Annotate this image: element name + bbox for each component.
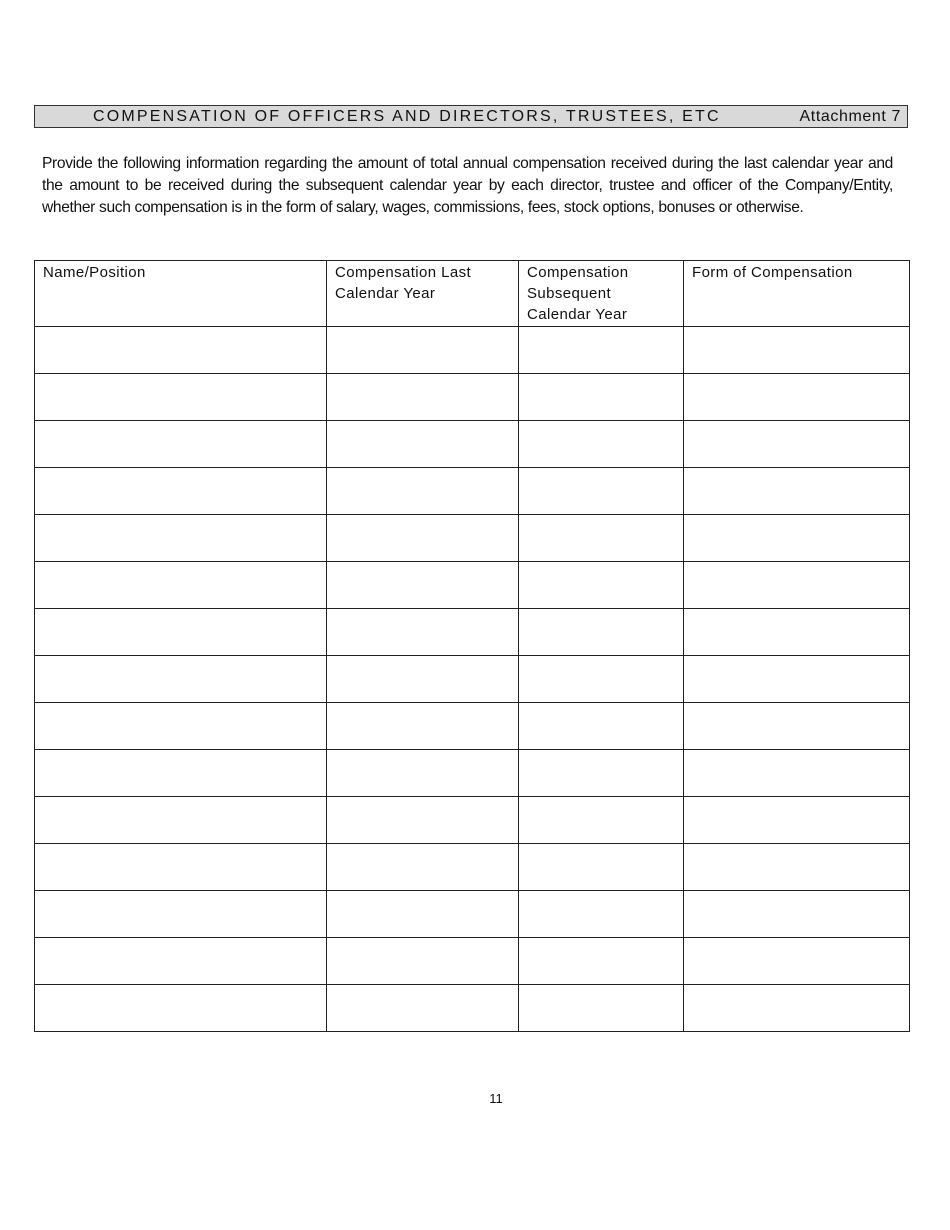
section-title-bar	[34, 105, 908, 128]
cell-name-position[interactable]	[35, 562, 327, 609]
table-row	[35, 797, 910, 844]
table-row	[35, 750, 910, 797]
cell-name-position[interactable]	[35, 891, 327, 938]
cell-compensation-last-year[interactable]	[327, 891, 519, 938]
cell-compensation-subsequent-year[interactable]	[519, 656, 684, 703]
table-row	[35, 515, 910, 562]
cell-compensation-last-year[interactable]	[327, 938, 519, 985]
table-row	[35, 985, 910, 1032]
cell-form-of-compensation[interactable]	[684, 750, 910, 797]
table-row	[35, 656, 910, 703]
cell-form-of-compensation[interactable]	[684, 891, 910, 938]
cell-compensation-subsequent-year[interactable]	[519, 515, 684, 562]
table-row	[35, 421, 910, 468]
cell-form-of-compensation[interactable]	[684, 515, 910, 562]
cell-form-of-compensation[interactable]	[684, 374, 910, 421]
column-header-name-position: Name/Position	[35, 261, 327, 327]
cell-form-of-compensation[interactable]	[684, 938, 910, 985]
cell-compensation-last-year[interactable]	[327, 562, 519, 609]
cell-compensation-last-year[interactable]	[327, 844, 519, 891]
table-row	[35, 938, 910, 985]
cell-name-position[interactable]	[35, 797, 327, 844]
compensation-table	[34, 260, 910, 1032]
cell-form-of-compensation[interactable]	[684, 656, 910, 703]
table-body	[35, 327, 910, 1032]
cell-name-position[interactable]	[35, 844, 327, 891]
cell-compensation-last-year[interactable]	[327, 327, 519, 374]
cell-name-position[interactable]	[35, 938, 327, 985]
cell-compensation-last-year[interactable]	[327, 656, 519, 703]
page-number: 11	[489, 1091, 503, 1106]
cell-name-position[interactable]	[35, 703, 327, 750]
cell-form-of-compensation[interactable]	[684, 421, 910, 468]
table-row	[35, 327, 910, 374]
column-header-compensation-last-year: Compensation Last Calendar Year	[327, 261, 519, 327]
cell-compensation-subsequent-year[interactable]	[519, 609, 684, 656]
cell-compensation-last-year[interactable]	[327, 703, 519, 750]
table-row	[35, 468, 910, 515]
cell-form-of-compensation[interactable]	[684, 703, 910, 750]
cell-compensation-last-year[interactable]	[327, 750, 519, 797]
cell-compensation-subsequent-year[interactable]	[519, 374, 684, 421]
cell-compensation-last-year[interactable]	[327, 985, 519, 1032]
cell-compensation-subsequent-year[interactable]	[519, 327, 684, 374]
cell-compensation-subsequent-year[interactable]	[519, 703, 684, 750]
section-title: COMPENSATION OF OFFICERS AND DIRECTORS, TRUSTEES, ETC	[93, 108, 721, 125]
cell-compensation-subsequent-year[interactable]	[519, 797, 684, 844]
cell-form-of-compensation[interactable]	[684, 609, 910, 656]
cell-compensation-subsequent-year[interactable]	[519, 562, 684, 609]
cell-compensation-subsequent-year[interactable]	[519, 468, 684, 515]
instructions-paragraph: Provide the following information regarding the amount of total annual compensation received during the last calendar year and the amount to be received during the subsequent calendar year by each director, trustee and officer of the Company/Entity, whether such compensation is in the form of salary, wages, commissions, fees, stock options, bonuses or otherwise.	[42, 155, 893, 216]
cell-name-position[interactable]	[35, 421, 327, 468]
cell-compensation-subsequent-year[interactable]	[519, 421, 684, 468]
attachment-label: Attachment 7	[799, 108, 901, 125]
column-header-form-of-compensation: Form of Compensation	[684, 261, 910, 327]
cell-name-position[interactable]	[35, 656, 327, 703]
cell-name-position[interactable]	[35, 609, 327, 656]
table-header-row	[35, 261, 910, 327]
table-row	[35, 844, 910, 891]
column-header-compensation-subsequent-year: Compensation Subsequent Calendar Year	[519, 261, 684, 327]
cell-form-of-compensation[interactable]	[684, 797, 910, 844]
cell-compensation-last-year[interactable]	[327, 609, 519, 656]
cell-name-position[interactable]	[35, 985, 327, 1032]
cell-form-of-compensation[interactable]	[684, 844, 910, 891]
cell-name-position[interactable]	[35, 374, 327, 421]
table-row	[35, 891, 910, 938]
cell-compensation-subsequent-year[interactable]	[519, 985, 684, 1032]
cell-compensation-subsequent-year[interactable]	[519, 844, 684, 891]
cell-name-position[interactable]	[35, 468, 327, 515]
cell-form-of-compensation[interactable]	[684, 562, 910, 609]
cell-compensation-subsequent-year[interactable]	[519, 891, 684, 938]
cell-compensation-subsequent-year[interactable]	[519, 750, 684, 797]
cell-name-position[interactable]	[35, 327, 327, 374]
table-row	[35, 374, 910, 421]
cell-form-of-compensation[interactable]	[684, 985, 910, 1032]
cell-name-position[interactable]	[35, 515, 327, 562]
cell-compensation-subsequent-year[interactable]	[519, 938, 684, 985]
cell-form-of-compensation[interactable]	[684, 468, 910, 515]
cell-compensation-last-year[interactable]	[327, 468, 519, 515]
table-row	[35, 609, 910, 656]
cell-compensation-last-year[interactable]	[327, 797, 519, 844]
cell-compensation-last-year[interactable]	[327, 515, 519, 562]
cell-compensation-last-year[interactable]	[327, 421, 519, 468]
cell-form-of-compensation[interactable]	[684, 327, 910, 374]
cell-name-position[interactable]	[35, 750, 327, 797]
table-row	[35, 562, 910, 609]
table-row	[35, 703, 910, 750]
cell-compensation-last-year[interactable]	[327, 374, 519, 421]
